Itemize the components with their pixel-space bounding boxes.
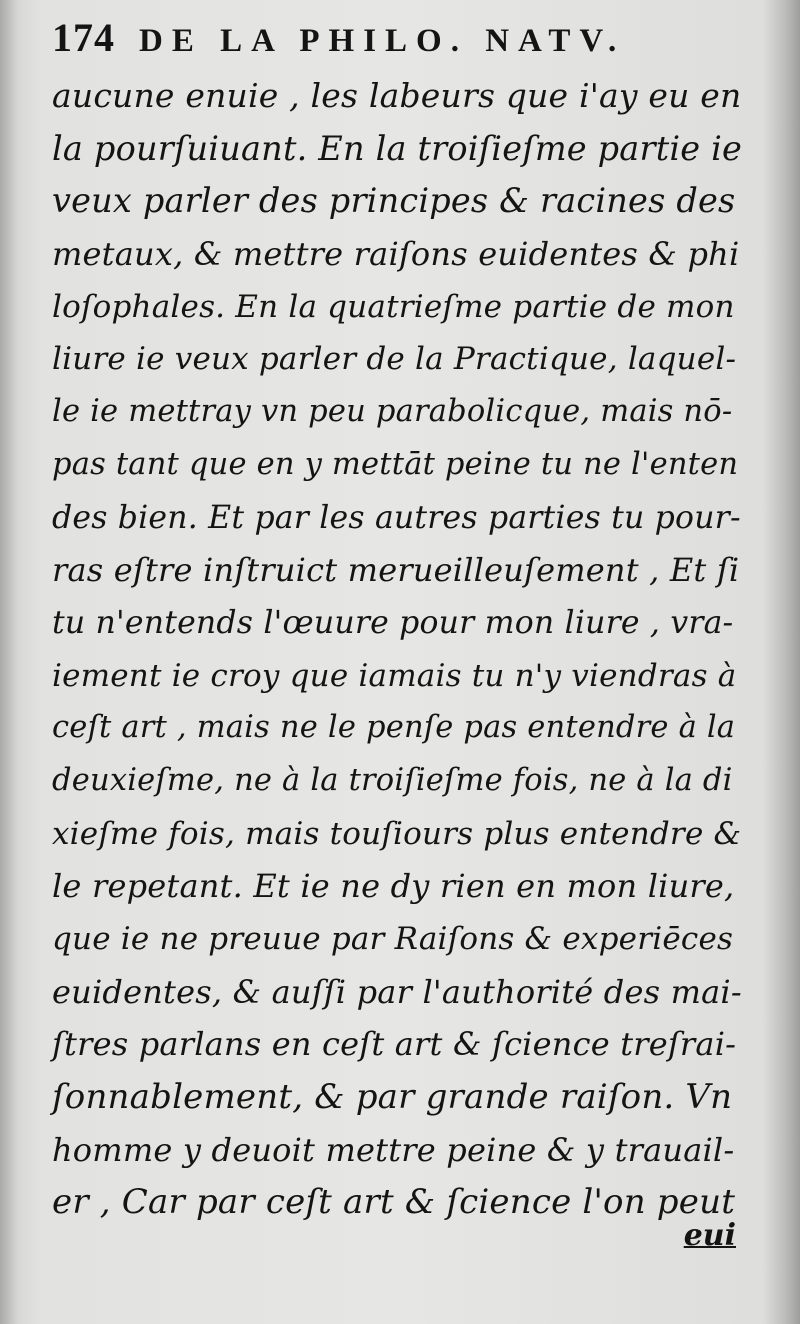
text-line: ſonnablement, & par grande raiſon. Vn: [52, 1077, 733, 1118]
text-line: pas tant que en y mettāt peine tu ne l'enten: [52, 446, 739, 482]
text-line: ceſt art , mais ne le penſe pas entendre à la: [52, 710, 736, 746]
text-line: liure ie veux parler de la Practique, laquel-: [52, 341, 737, 378]
text-line: veux parler des principes & racines des: [52, 181, 736, 221]
text-line: homme y deuoit mettre peine & y trauail-: [52, 1130, 735, 1169]
text-line: aucune enuie , les labeurs que i'ay eu en: [52, 76, 742, 115]
text-line: le repetant. Et ie ne dy rien en mon liure,: [52, 867, 735, 906]
text-line: que ie ne preuue par Raiſons & experiēces: [52, 921, 734, 957]
text-line: er , Car par ceſt art & ſcience l'on peut: [52, 1182, 736, 1223]
text-line: xieſme fois, mais touſiours plus entendre &: [52, 815, 742, 852]
page-edge-shadow: [764, 0, 800, 1324]
text-line: ſtres parlans en ceſt art & ſcience treſrai-: [52, 1025, 737, 1064]
text-line: iement ie croy que iamais tu n'y viendras à: [52, 657, 737, 694]
page-number: 174: [52, 15, 115, 60]
body-text: [52, 70, 742, 1229]
text-line: la pourſuiuant. En la troiſieſme partie ie: [52, 128, 743, 168]
text-line: tu n'entends l'œuure pour mon liure , vra-: [52, 604, 734, 641]
text-line: des bien. Et par les autres parties tu pour-: [52, 499, 741, 536]
text-line: deuxieſme, ne à la troiſieſme fois, ne à la di: [52, 762, 733, 798]
text-line: euidentes, & auſſi par l'authorité des mai-: [52, 972, 742, 1011]
running-head: [52, 14, 752, 66]
text-line: le ie mettray vn peu parabolicque, mais nō-: [52, 394, 733, 430]
catchword: eui: [683, 1218, 736, 1253]
text-line: metaux, & mettre raiſons euidentes & phi: [52, 235, 740, 274]
text-line: loſophales. En la quatrieſme partie de mon: [52, 288, 735, 325]
text-line: ras eſtre inſtruict merueilleuſement , Et ſi: [52, 551, 740, 590]
gutter-shadow: [0, 0, 18, 1324]
running-title: DE LA PHILO. NATV.: [139, 23, 626, 59]
